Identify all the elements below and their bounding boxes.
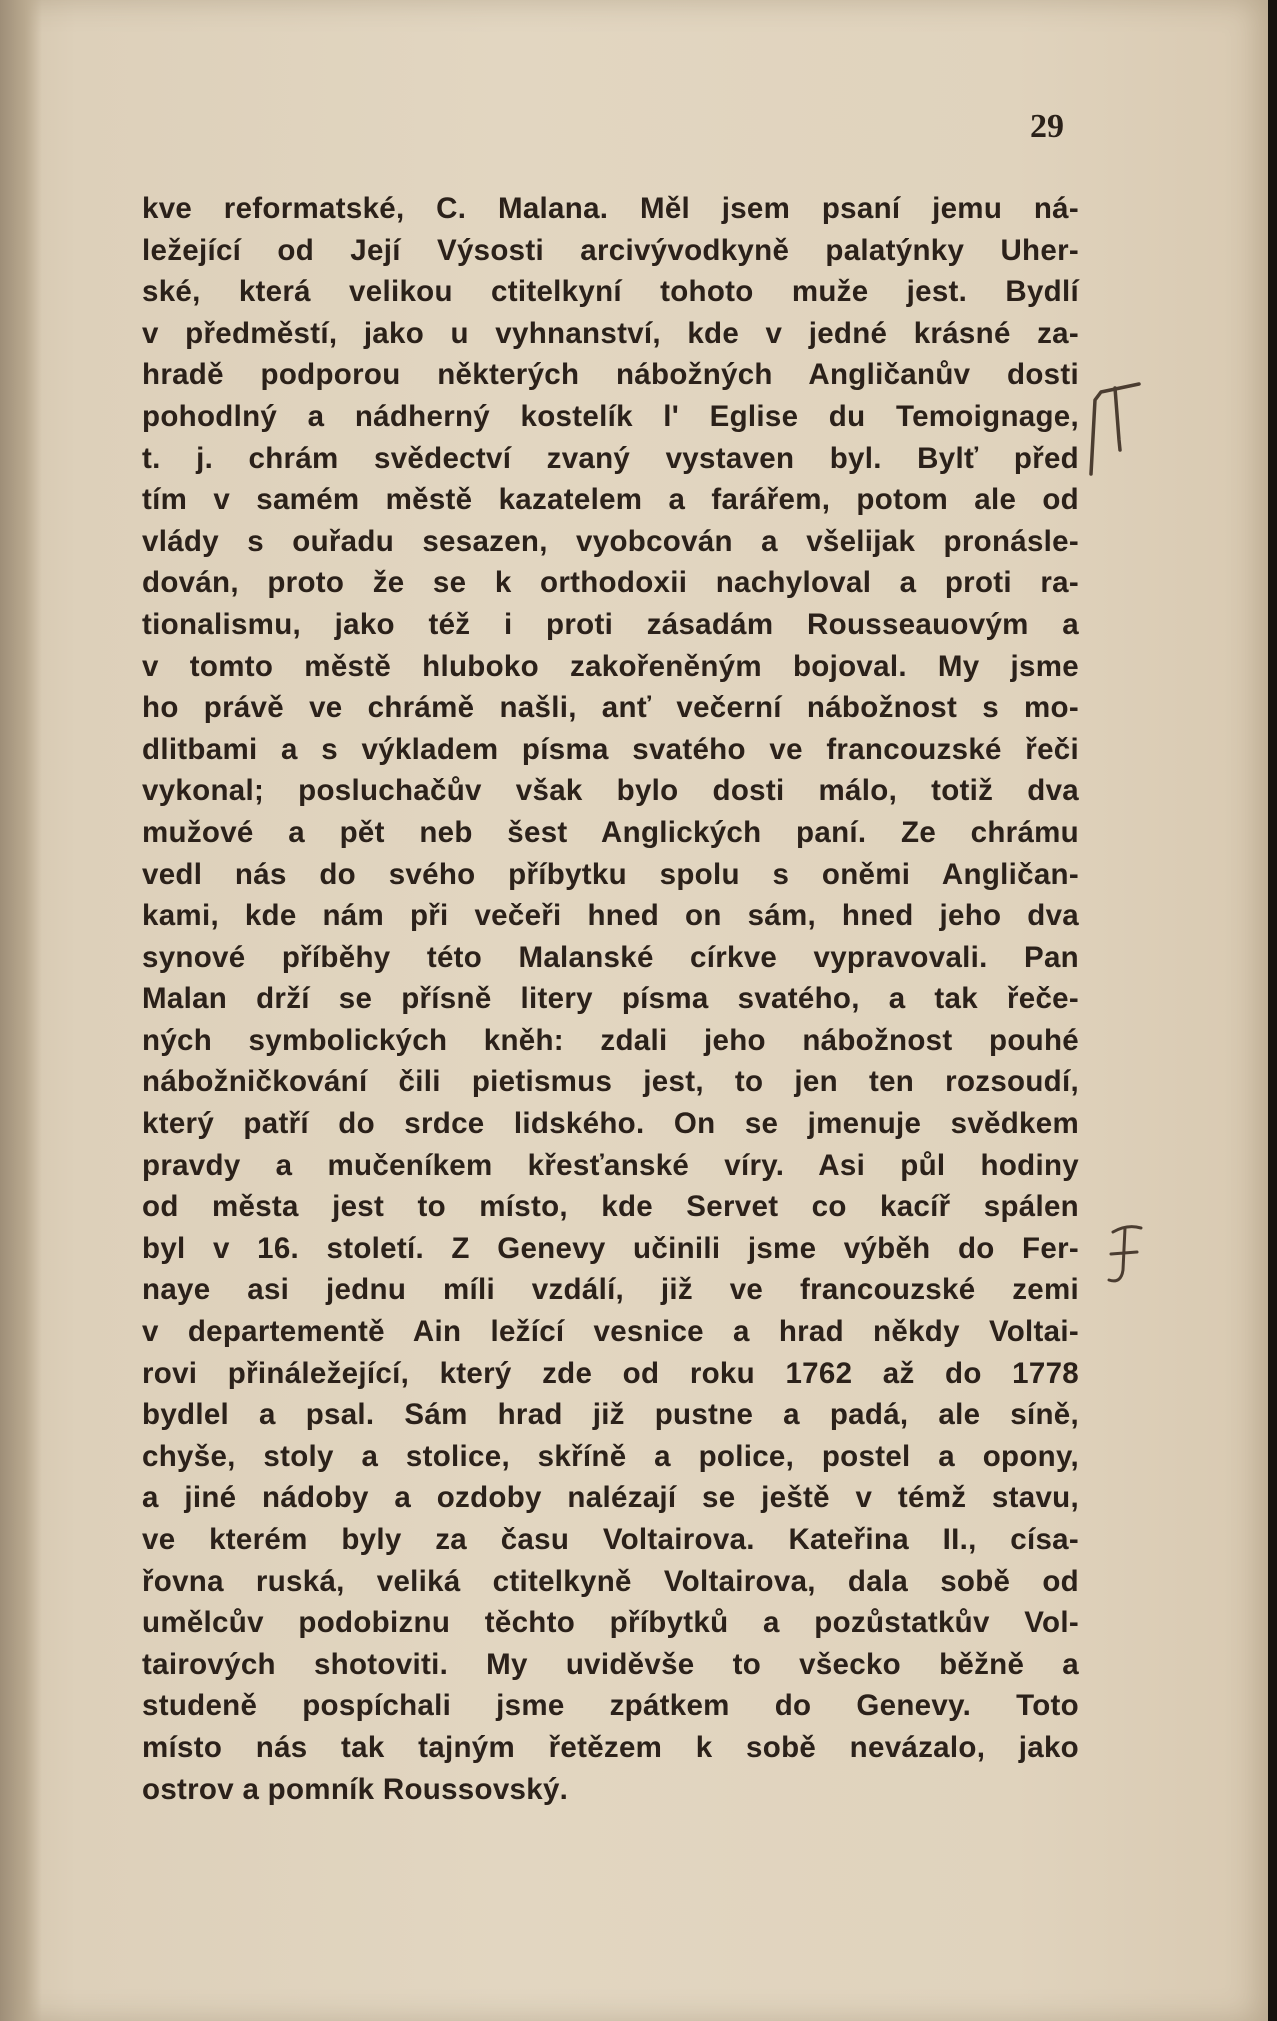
text-line: dován, proto že se k orthodoxii nachyloval a proti ra-	[142, 566, 1079, 600]
text-line: pohodlný a nádherný kostelík l' Eglise du Temoignage,	[142, 399, 1079, 433]
text-line: pravdy a mučeníkem křesťanské víry. Asi půl hodiny	[142, 1148, 1079, 1182]
text-line: ské, která velikou ctitelkyní tohoto muže jest. Bydlí	[142, 275, 1079, 309]
text-line: ležející od Její Výsosti arcivývodkyně palatýnky Uher-	[142, 233, 1079, 267]
text-line: tairových shotoviti. My uviděvše to všecko běžně a	[142, 1647, 1079, 1681]
text-line: synové příběhy této Malanské církve vypravovali. Pan	[142, 940, 1079, 974]
text-line: místo nás tak tajným řetězem k sobě nevázalo, jako	[142, 1730, 1079, 1764]
text-line: v předměstí, jako u vyhnanství, kde v jedné krásné za-	[142, 316, 1079, 350]
text-line: ných symbolických kněh: zdali jeho nábožnost pouhé	[142, 1023, 1079, 1057]
page-number: 29	[1030, 108, 1064, 145]
text-line: ve kterém byly za času Voltairova. Kateřina II., císa-	[142, 1523, 1079, 1556]
text-line: rovi přináležející, který zde od roku 1762 až do 1778	[142, 1356, 1079, 1390]
text-line: v departementě Ain ležící vesnice a hrad někdy Voltai-	[142, 1315, 1079, 1349]
text-line: vykonal; posluchačův však bylo dosti málo, totiž dva	[142, 774, 1079, 808]
text-line: ho právě ve chrámě našli, anť večerní nábožnost s mo-	[142, 691, 1079, 725]
text-line: vlády s ouřadu sesazen, vyobcován a všelijak pronásle-	[142, 524, 1079, 558]
text-line: od města jest to místo, kde Servet co kacíř spálen	[142, 1190, 1079, 1224]
text-line: kve reformatské, C. Malana. Měl jsem psaní jemu ná-	[142, 192, 1079, 225]
text-line: a jiné nádoby a ozdoby nalézají se ještě v témž stavu,	[142, 1481, 1079, 1515]
margin-note-f-label: F	[1121, 1254, 1122, 1255]
body-text	[142, 188, 1079, 1810]
text-line: byl v 16. století. Z Genevy učinili jsme výběh do Fer-	[142, 1231, 1079, 1265]
text-line: umělcův podobiznu těchto příbytků a pozůstatkův Vol-	[142, 1606, 1079, 1640]
page-edge-shadow	[1268, 0, 1277, 2021]
text-line: t. j. chrám svědectví zvaný vystaven byl. Bylť před	[142, 441, 1079, 475]
text-line: řovna ruská, veliká ctitelkyně Voltairova, dala sobě od	[142, 1564, 1079, 1598]
text-line: Malan drží se přísně litery písma svatého, a tak řeče-	[142, 982, 1079, 1016]
text-line: naye asi jednu míli vzdálí, již ve francouzské zemi	[142, 1273, 1079, 1307]
text-line: ostrov a pomník Roussovský.	[142, 1772, 569, 1806]
text-line: mužové a pět neb šest Anglických paní. Ze chrámu	[142, 815, 1079, 849]
text-line: tionalismu, jako též i proti zásadám Rousseauovým a	[142, 607, 1079, 641]
text-line: studeně pospíchali jsme zpátkem do Genevy. Toto	[142, 1689, 1079, 1723]
text-line: bydlel a psal. Sám hrad již pustne a padá, ale síně,	[142, 1398, 1079, 1432]
text-line: vedl nás do svého příbytku spolu s oněmi Angličan-	[142, 857, 1079, 891]
page-gutter	[0, 0, 42, 2021]
text-line: dlitbami a s výkladem písma svatého ve francouzské řeči	[142, 732, 1079, 766]
margin-note-t	[1085, 370, 1155, 480]
text-line: hradě podporou některých nábožných Angličanův dosti	[142, 358, 1079, 392]
margin-note-f	[1101, 1214, 1155, 1294]
text-line: v tomto městě hluboko zakořeněným bojoval. My jsme	[142, 649, 1079, 683]
margin-note-t-label: T	[1103, 430, 1104, 431]
text-line: kami, kde nám při večeři hned on sám, hned jeho dva	[142, 899, 1079, 933]
text-line: který patří do srdce lidského. On se jmenuje svědkem	[142, 1107, 1079, 1141]
text-line: chyše, stoly a stolice, skříně a police, postel a opony,	[142, 1439, 1079, 1473]
text-line: nábožničkování čili pietismus jest, to jen ten rozsoudí,	[142, 1065, 1079, 1099]
text-line: tím v samém městě kazatelem a farářem, potom ale od	[142, 483, 1079, 517]
